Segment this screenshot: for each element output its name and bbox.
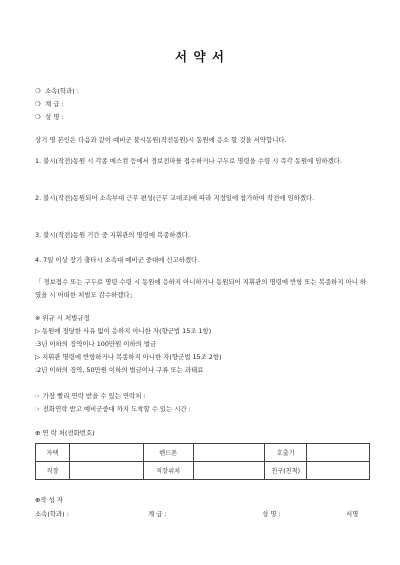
penalty-heading: ※ 위규 시 처벌규정 <box>35 314 90 322</box>
table-cell-label: 직장위치 <box>143 462 193 480</box>
penalty-line: :2년 이하의 징역, 50만원 이하의 벌금이나 구류 또는 과태료 <box>35 366 204 374</box>
table-cell-label: 핸드폰 <box>143 444 193 462</box>
table-cell-label: 자택 <box>36 444 70 462</box>
circle-bullet-icon: ❍ <box>35 113 41 121</box>
info-field-name <box>35 113 64 121</box>
penalty-line: :3년 이하의 징역이나 100만원 이하의 벌금 <box>35 340 157 348</box>
signature-name-label: 성 명 : <box>262 510 281 518</box>
circle-bullet-icon: ❍ <box>35 87 41 95</box>
friend-relative-field[interactable] <box>307 462 370 480</box>
signature-sign-label: 서명 <box>346 510 359 518</box>
pledge-item-1: 1. 불시(작전)동원 시 각종 매스컴 등에서 경보전파를 접수하거나 구두로 명령을 수령 시 즉각 동원에 임하겠다. <box>35 157 343 165</box>
intro-text: 상기 명 본인은 다음과 같이 예비군 불시동원(작전동원)시 동원에 응소 할 것을 서약합니다. <box>35 136 287 144</box>
home-phone-field[interactable] <box>69 444 143 462</box>
work-location-field[interactable] <box>193 462 265 480</box>
pager-field[interactable] <box>307 444 370 462</box>
signature-heading: ⊕작 성 자 <box>35 496 63 504</box>
info-field-label: 계 급 : <box>45 100 64 108</box>
info-field-label: 소속(학과) : <box>45 87 79 95</box>
info-field-label: 성 명 : <box>45 113 64 121</box>
signature-unit-label: 소속(학과) : <box>35 510 69 518</box>
contact-note-arrival-time: ☞ 전화연락 받고 예비군중대 까지 도착할 수 있는 시간 : <box>35 405 191 413</box>
contact-table-heading: ⊕ 연 락 처(전화번호) <box>35 429 95 437</box>
pledge-quote: 「 경보접수 또는 구두로 명령 수령 시 동원에 응하지 아니하거나 동원되어 지휘관의 명령에 반항 또는 복종하지 아니 하였을 시 어떠한 처벌도 감수하겠다」 <box>35 278 367 299</box>
table-cell-label: 친구(친척) <box>265 462 307 480</box>
contact-table <box>35 443 370 480</box>
info-field-rank <box>35 100 64 108</box>
contact-note-fastest: ☞ 가장 빨리 연락 받을 수 있는 연락처 : <box>35 392 146 400</box>
info-field-unit <box>35 87 79 95</box>
table-cell-label: 호출기 <box>265 444 307 462</box>
table-row <box>36 444 370 462</box>
mobile-phone-field[interactable] <box>193 444 265 462</box>
circle-bullet-icon: ❍ <box>35 100 41 108</box>
table-row <box>36 462 370 480</box>
pledge-item-2: 2. 불시(작전)동원되어 소속부대 근무 편성(근무 교대조)에 따라 지정일에 참가하여 작전에 임하겠다. <box>35 194 315 202</box>
pledge-item-4: 4. 7일 이상 장기 출타시 소속대 예비군 중대에 신고하겠다. <box>35 256 200 264</box>
work-phone-field[interactable] <box>69 462 143 480</box>
penalty-line: ▷ 동원에 정당한 사유 없이 응하지 아니한 자(향군법 15조 1항) <box>35 327 212 335</box>
document-title: 서 약 서 <box>175 49 225 64</box>
table-cell-label: 직장 <box>36 462 70 480</box>
signature-rank-label: 계 급 : <box>148 510 167 518</box>
pledge-item-3: 3. 불시(작전)동원 기간 중 지휘관의 명령에 복종하겠다. <box>35 231 190 239</box>
penalty-line: ▷ 지휘관 명령에 반항하거나 복종하지 아니한 자(향군법 15조 2항) <box>35 353 222 361</box>
